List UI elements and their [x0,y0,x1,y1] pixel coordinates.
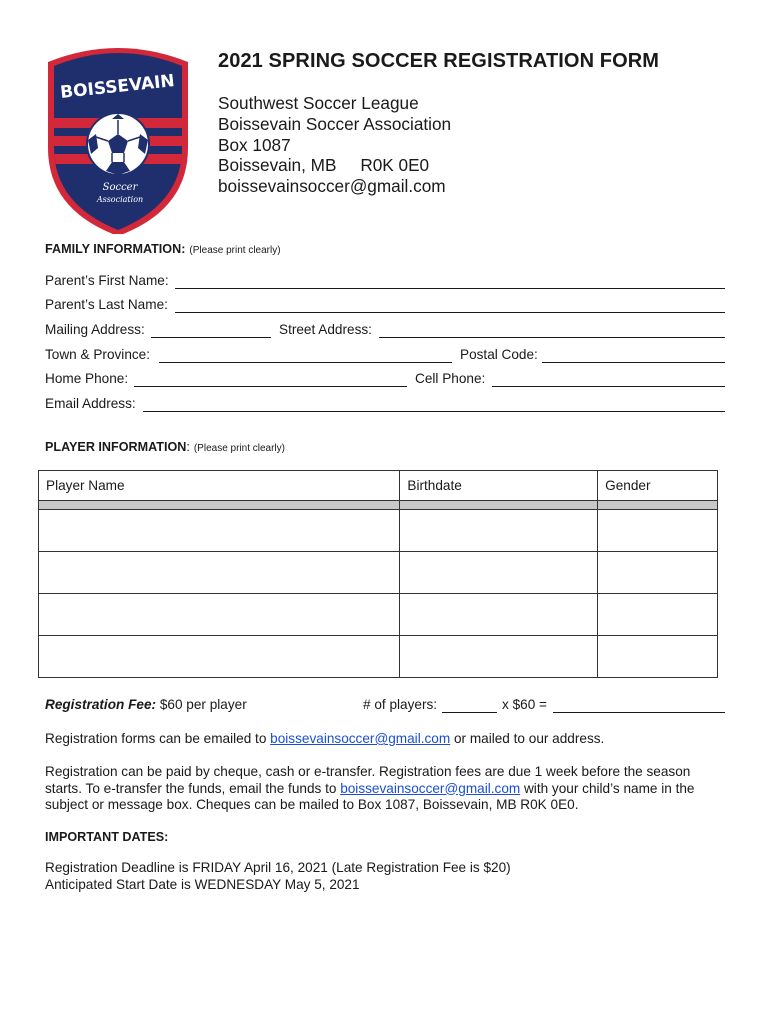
birthdate-cell[interactable] [400,552,598,594]
address-email: boissevainsoccer@gmail.com [218,176,446,197]
address-line: Boissevain Soccer Association [218,113,452,134]
gender-cell[interactable] [598,552,718,594]
postal-code-label: Postal Code: [460,347,538,362]
start-date-text: Anticipated Start Date is WEDNESDAY May 5, 2021 [45,876,360,892]
table-row [39,510,718,552]
registration-fee-amount: $60 per player [156,697,247,712]
submission-instructions [45,731,725,748]
logo-top-text: BOISSEVAIN [59,71,176,103]
fee-multiplier-text: x $60 = [502,697,547,712]
table-row [39,552,718,594]
important-dates-list [45,860,725,893]
address-line: Boissevain, MB R0K 0E0 [218,155,430,176]
email-address-label: Email Address: [45,396,136,411]
fee-total-field[interactable] [553,712,725,713]
payment-instructions [45,764,725,814]
player-name-cell[interactable] [39,552,400,594]
phone-row [45,371,725,389]
logo-bottom-text-2: Association [96,195,144,204]
parent-last-name-row [45,297,725,315]
email-link[interactable]: boissevainsoccer@gmail.com [340,780,521,796]
table-row [39,636,718,678]
email-row [45,396,725,414]
email-address-field[interactable] [143,411,725,412]
family-heading-text: FAMILY INFORMATION: [45,242,186,256]
submission-text-after: or mailed to our address. [450,731,605,746]
organization-address [218,93,451,197]
registration-fee-label: Registration Fee: [45,697,157,712]
street-address-label: Street Address: [279,322,372,337]
parent-first-name-row [45,273,725,291]
table-row [39,594,718,636]
cell-phone-label: Cell Phone: [415,371,486,386]
payment-text-after: with your child’s name in the subject or message box. Cheques can be mailed to Box 1087, Boissevain, MB R0K 0E0. [45,780,695,813]
address-row [45,322,725,340]
form-title: 2021 SPRING SOCCER REGISTRATION FORM [218,50,660,72]
family-information-heading [45,242,281,256]
logo-bottom-text-1: Soccer [102,182,138,193]
important-dates-heading: IMPORTANT DATES: [45,830,169,844]
registration-fee-row [45,697,725,715]
address-line: Southwest Soccer League [218,93,419,113]
gender-cell[interactable] [598,510,718,552]
submission-text-before: Registration forms can be emailed to [45,731,271,746]
player-table [38,470,718,678]
column-header-player-name: Player Name [39,471,400,501]
birthdate-cell[interactable] [400,510,598,552]
street-address-field[interactable] [379,337,725,338]
registration-deadline-text: Registration Deadline is FRIDAY April 16, 2021 (Late Registration Fee is $20) [45,860,511,875]
address-line: Box 1087 [218,134,291,155]
player-name-cell[interactable] [39,510,400,552]
player-heading-colon: : [186,440,190,454]
parent-first-name-label: Parent’s First Name: [45,273,169,288]
player-name-cell[interactable] [39,594,400,636]
player-information-heading [45,440,285,454]
player-heading-text: PLAYER INFORMATION [45,440,187,454]
player-table-header [39,471,718,501]
number-of-players-label: # of players: [363,697,438,712]
number-of-players-field[interactable] [442,712,497,713]
gender-cell[interactable] [598,594,718,636]
column-header-birthdate: Birthdate [400,471,598,501]
boissevain-soccer-logo [44,44,192,234]
parent-first-name-field[interactable] [175,288,725,289]
town-province-field[interactable] [159,362,452,363]
postal-code-field[interactable] [542,362,725,363]
birthdate-cell[interactable] [400,594,598,636]
player-name-cell[interactable] [39,636,400,678]
family-heading-note: (Please print clearly) [189,245,281,256]
birthdate-cell[interactable] [400,636,598,678]
parent-last-name-field[interactable] [175,312,725,313]
home-phone-field[interactable] [134,386,407,387]
mailing-address-field[interactable] [151,337,271,338]
header-divider-row [39,501,718,510]
player-heading-note: (Please print clearly) [193,443,285,454]
home-phone-label: Home Phone: [45,371,129,386]
registration-fee-text [45,697,247,712]
payment-text-before: Registration can be paid by cheque, cash or e-transfer. Registration fees are due 1 week before the season starts. To e-transfer the funds, email the funds to [45,764,691,796]
town-postal-row [45,347,725,365]
parent-last-name-label: Parent’s Last Name: [45,297,168,312]
mailing-address-label: Mailing Address: [45,322,145,337]
town-province-label: Town & Province: [45,347,151,362]
gender-cell[interactable] [598,636,718,678]
column-header-gender: Gender [598,471,718,501]
cell-phone-field[interactable] [492,386,725,387]
email-link[interactable]: boissevainsoccer@gmail.com [270,731,451,746]
